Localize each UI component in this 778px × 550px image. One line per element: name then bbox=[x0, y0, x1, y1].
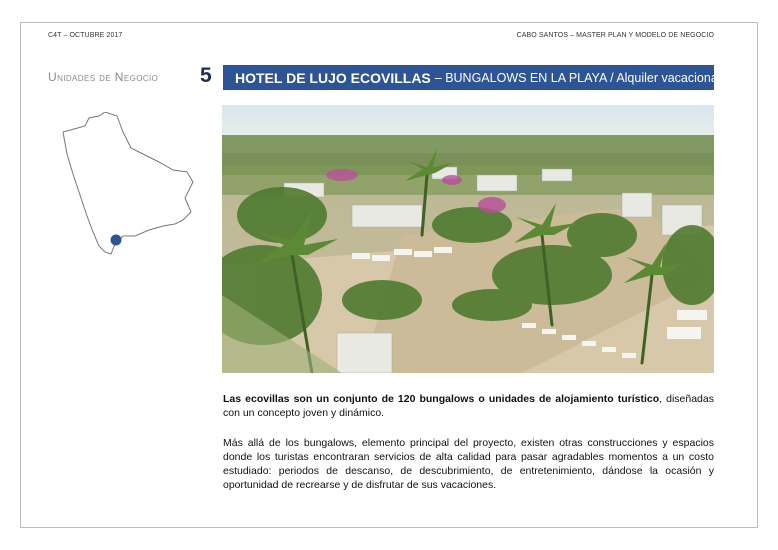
header-right: CABO SANTOS – MASTER PLAN Y MODELO DE NEGOCIO bbox=[516, 32, 714, 39]
description-rest: , diseñadas con un concepto joven y dinámico. bbox=[223, 393, 714, 419]
map-marker-icon bbox=[111, 235, 122, 246]
title-sub: – BUNGALOWS EN LA PLAYA / Alquiler vacacional bbox=[434, 70, 721, 85]
title-main: HOTEL DE LUJO ECOVILLAS bbox=[235, 69, 431, 86]
header-left: C4T – OCTUBRE 2017 bbox=[48, 32, 123, 39]
title-bar bbox=[223, 65, 721, 90]
section-number: 5 bbox=[200, 64, 212, 87]
description-paragraph-1 bbox=[223, 392, 714, 420]
ecovillas-render bbox=[222, 105, 714, 373]
description-highlight: Las ecovillas son un conjunto de 120 bungalows o unidades de alojamiento turístico bbox=[223, 393, 660, 405]
section-label: Unidades de Negocio bbox=[48, 70, 159, 84]
description-paragraph-2: Más allá de los bungalows, elemento principal del proyecto, existen otras construcciones y espacios donde los turistas encontraran servicios de alta calidad para pasar agradables momentos a un costo estudiado: periodos de descanso, de descubrimiento, de entretenimiento, dándose la ocasión y oportunidad de recrearse y de disfrutar de sus vacaciones. bbox=[223, 437, 714, 491]
site-map-icon bbox=[55, 112, 205, 262]
